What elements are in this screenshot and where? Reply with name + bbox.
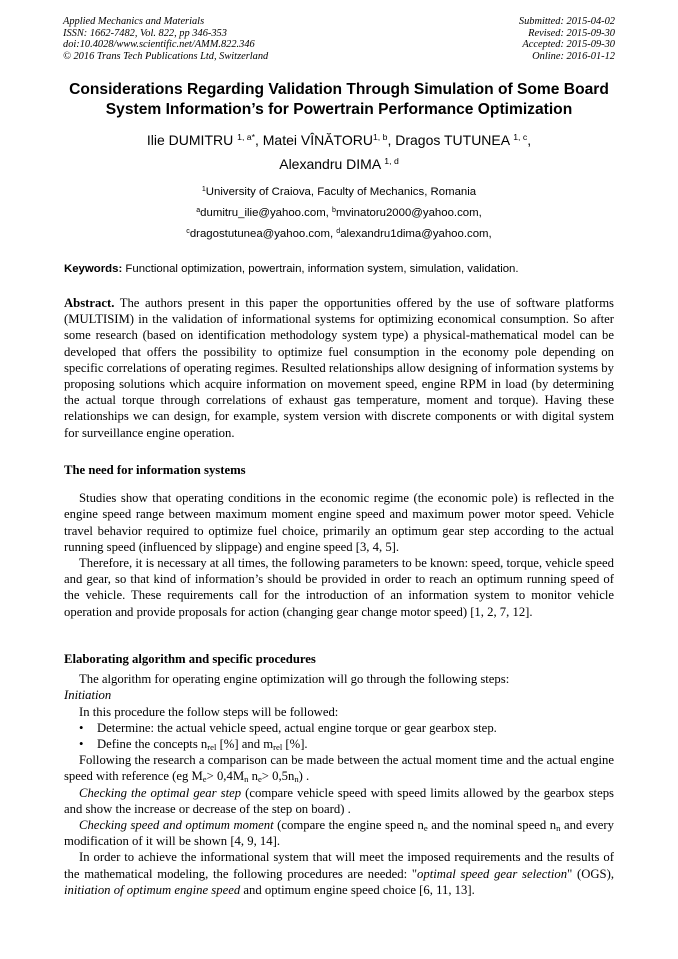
email-address[interactable]: dumitru_ilie@yahoo.com, xyxy=(200,207,329,219)
author-affiliation-mark: 1, c xyxy=(513,132,528,143)
paragraph: In order to achieve the informational system that will meet the imposed requirements and the results of the mathematical modeling, the following procedures are needed: "optimal speed gear selection" (OGS), initiation of optimum engine speed and optimum engine speed choice [6, 11, 13]. xyxy=(64,850,614,897)
affiliation-block xyxy=(40,182,638,245)
paragraph: In this procedure the follow steps will be followed: xyxy=(79,704,339,719)
abstract-text: The authors present in this paper the opportunities offered by the use of software platforms (MULTISIM) in the validation of informational systems for optimizing economical consumption. So after some research (based on identification methodology system type) a physical-mathematical model can be developed that offers the possibility to optimize fuel consumption in the economy pole depending on specific correlations of operating regimes. Resulted relationships allow designing of information systems by proposing solutions which acquire information on movement speed, engine RPM in load (by determining the actual torque through correlations of exhaust gas temperature, moment and torque). Having these relationships we can design, for example, system version with discrete components or with digital system for surveillance engine operation. xyxy=(64,296,614,440)
paragraph: Studies show that operating conditions in the economic regime (the economic pole) is reflected in the engine speed range between maximum moment engine speed and maximum power motor speed. Vehicle travel behavior required to optimize fuel choice, primarily an optimum gear step according to the actual running speed (influenced by slippage) and engine speed [3, 4, 5]. xyxy=(64,491,614,554)
paragraph: Checking speed and optimum moment (compare the engine speed $n_e$ and the nominal speed $n_n$ and every modification of it will be shown [4, 9, 14]. xyxy=(64,818,614,849)
list-item: • Define the concepts $n_{rel}$ [%] and $m_{rel}$ [%]. xyxy=(79,737,308,753)
abstract-block xyxy=(64,295,614,441)
paragraph: Checking the optimal gear step (compare vehicle speed with speed limits allowed by the gearbox steps and show the increase or decrease of the step on board) . xyxy=(64,785,614,816)
bullet-icon: • xyxy=(79,737,84,752)
paper-title: Considerations Regarding Validation Through Simulation of Some Board System Information’s for Powertrain Performance Optimization xyxy=(69,81,609,118)
email-mark: b xyxy=(332,207,336,215)
author-list: Ilie DUMITRU $^{1, a*}$, Matei VÎNĂTORU$^{1, b}$, Dragos TUTUNEA $^{1, c}$, Alexandru DIMA $^{1, d}$ xyxy=(146,132,532,172)
author-name: Alexandru DIMA xyxy=(279,156,381,172)
bullet-icon: • xyxy=(79,720,84,735)
section-heading: Elaborating algorithm and specific procedures xyxy=(64,652,316,666)
author-name: Dragos TUTUNEA xyxy=(395,132,510,148)
affiliation-text: University of Craiova, Faculty of Mechanics, Romania xyxy=(205,186,477,198)
email-mark: a xyxy=(196,207,201,215)
affiliation-mark: 1 xyxy=(201,186,206,194)
author-affiliation-mark: 1, d xyxy=(384,156,399,167)
date-online: Online: 2016-01-12 xyxy=(532,50,615,62)
email-address[interactable]: mvinatoru2000@yahoo.com, xyxy=(335,207,482,219)
date-accepted: Accepted: 2015-09-30 xyxy=(522,39,615,50)
journal-name: Applied Mechanics and Materials xyxy=(63,16,205,27)
journal-info-block xyxy=(63,16,268,62)
affiliation-line xyxy=(40,182,638,203)
author-name: Ilie DUMITRU xyxy=(146,132,234,148)
email-mark: d xyxy=(336,228,341,236)
keywords-label: Keywords: xyxy=(64,263,123,275)
section-algorithm xyxy=(64,651,614,898)
bullet-list xyxy=(64,720,614,752)
paragraph: Therefore, it is necessary at all times, the following parameters to be known: speed, torque, vehicle speed and gear, so that kind of information’s should be provided in order to reach an optimum running speed of the vehicle. These requirements call for the introduction of an information system to monitor vehicle operation and provide proposals for action (changing gear change motor speed) [1, 2, 7, 12]. xyxy=(64,556,614,619)
author-affiliation-mark: 1, b xyxy=(372,132,388,143)
list-item: • Determine: the actual vehicle speed, actual engine torque or gear gearbox step. xyxy=(79,720,497,735)
journal-doi: doi:10.4028/www.scientific.net/AMM.822.346 xyxy=(63,39,255,50)
section-heading: The need for information systems xyxy=(64,463,246,477)
keywords-line xyxy=(64,262,620,277)
date-submitted: Submitted: 2015-04-02 xyxy=(518,16,615,27)
email-address[interactable]: dragostutunea@yahoo.com, xyxy=(189,228,334,240)
author-affiliation-mark: 1, a* xyxy=(237,132,255,143)
abstract-label: Abstract. xyxy=(64,296,115,310)
author-name: Matei VÎNĂTORU xyxy=(262,132,373,148)
paragraph: Following the research a comparison can be made between the actual moment time and the actual engine speed with reference (eg $M_e> 0,4M_n$ $n_e> 0,5n_n$) . xyxy=(64,753,614,785)
paragraph: The algorithm for operating engine optimization will go through the following steps: xyxy=(79,672,510,687)
date-revised: Revised: 2015-09-30 xyxy=(528,27,615,39)
journal-issn: ISSN: 1662-7482, Vol. 822, pp 346-353 xyxy=(63,27,227,39)
email-line xyxy=(40,224,638,245)
subheading-initiation: Initiation xyxy=(64,688,112,703)
section-information-systems xyxy=(64,462,614,620)
keywords-text: Functional optimization, powertrain, information system, simulation, validation. xyxy=(125,263,519,275)
email-address[interactable]: alexandru1dima@yahoo.com, xyxy=(340,228,492,240)
dates-block xyxy=(519,16,615,62)
email-mark: c xyxy=(186,228,190,236)
journal-copyright: © 2016 Trans Tech Publications Ltd, Switzerland xyxy=(63,50,269,62)
email-line xyxy=(40,203,638,224)
